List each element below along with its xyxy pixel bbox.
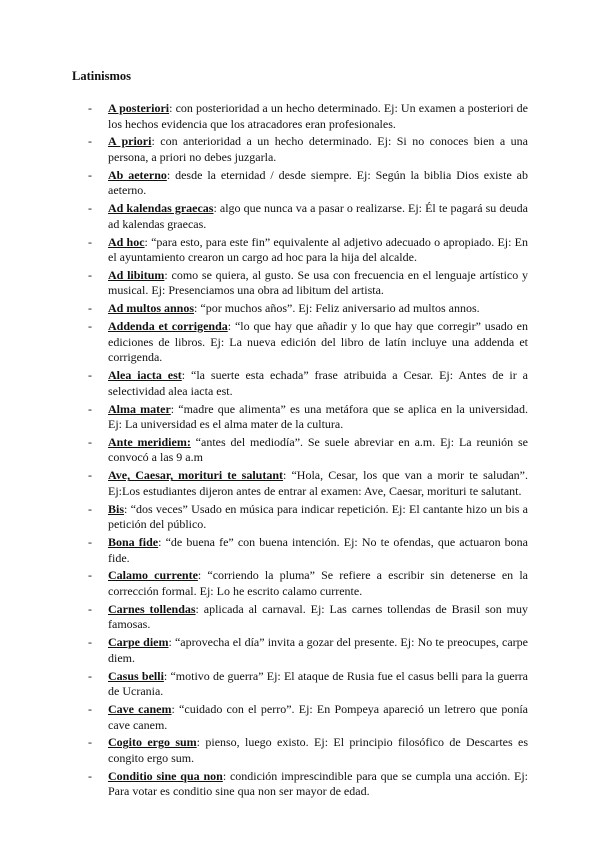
entry-definition: como se quiera, al gusto. Se usa con frecuencia en el lenguaje artístico y musical. Ej: Presenciamos una obra ad libitum del artista. (108, 267, 528, 298)
entry-term: Alea iacta est (108, 368, 182, 383)
entry-separator: : (151, 134, 155, 149)
entry-separator: : (163, 668, 168, 683)
list-item (88, 502, 528, 533)
bullet-dash: - (88, 434, 92, 449)
list-item (88, 602, 528, 633)
entry-separator: : (168, 635, 172, 650)
entry-term: Conditio sine qua non (108, 768, 223, 783)
bullet-dash: - (88, 501, 92, 516)
list-item (88, 669, 528, 700)
entry-definition: “antes del mediodía”. Se suele abreviar en a.m. Ej: La reunión se convocó a las 9 a.m (108, 434, 528, 465)
entry-definition: “aprovecha el día” invita a gozar del presente. Ej: No te preocupes, carpe diem. (108, 635, 528, 665)
entry-definition: “motivo de guerra” Ej: El ataque de Rusia fue el casus belli para la guerra de Ucrania. (108, 668, 529, 699)
list-item (88, 635, 528, 666)
bullet-dash: - (88, 267, 92, 282)
list-item (88, 435, 528, 466)
entry-term: Alma mater (108, 401, 171, 416)
entry-term: Ante meridiem: (108, 434, 191, 449)
entry-term: Ad hoc (108, 234, 145, 249)
list-item (88, 368, 528, 399)
entry-separator: : (283, 468, 287, 483)
entry-definition: con anterioridad a un hecho determinado. Ej: Si no conoces bien a una persona, a priori no debes juzgarla. (108, 134, 528, 164)
list-item (88, 201, 528, 232)
entry-separator: : (222, 768, 227, 783)
entry-separator: : (166, 167, 171, 182)
entry-term: Carnes tollendas (108, 601, 196, 616)
list-item (88, 402, 528, 433)
list-item (88, 301, 528, 317)
bullet-dash: - (88, 668, 92, 683)
list-item (88, 134, 528, 165)
entry-separator: : (227, 319, 232, 334)
bullet-dash: - (88, 735, 92, 750)
entry-term: Bis (108, 501, 125, 516)
entry-separator: : (144, 234, 148, 249)
entry-separator: : (169, 101, 173, 115)
entry-definition: “cuidado con el perro”. Ej: En Pompeya apareció un letrero que ponía cave canem. (108, 702, 528, 732)
entry-definition: con posterioridad a un hecho determinado. Ej: Un examen a posteriori de los hechos evidencia que los atracadores eran profesionales. (108, 101, 528, 131)
entry-definition: “la suerte esta echada” frase atribuida a Cesar. Ej: Antes de ir a selectividad alea iacta est. (108, 368, 528, 398)
bullet-dash: - (88, 768, 92, 783)
entry-term: Ad multos annos (108, 301, 195, 316)
entry-separator: : (158, 535, 162, 550)
entry-definition: “madre que alimenta” es una metáfora que se aplica en la universidad. Ej: La universidad es el alma mater de la cultura. (108, 401, 528, 432)
entry-term: Carpe diem (108, 635, 169, 650)
bullet-dash: - (88, 702, 92, 717)
list-item (88, 468, 528, 499)
entry-definition: aplicada al carnaval. Ej: Las carnes tollendas de Brasil son muy famosas. (108, 601, 528, 632)
bullet-dash: - (88, 468, 92, 483)
latinisms-list (88, 101, 528, 802)
bullet-dash: - (88, 535, 92, 550)
entry-definition: “para esto, para este fin” equivalente al adjetivo adecuado o apropiado. Ej: En el ayuntamiento crearon un cargo ad hoc para la hija del alcalde. (108, 234, 528, 265)
bullet-dash: - (88, 568, 92, 583)
entry-separator: : (124, 501, 128, 516)
list-item (88, 535, 528, 566)
entry-separator: : (196, 735, 201, 750)
bullet-dash: - (88, 368, 92, 383)
entry-term: Calamo currente (108, 568, 198, 583)
entry-separator: : (213, 201, 217, 216)
list-item (88, 702, 528, 733)
list-item (88, 168, 528, 199)
bullet-dash: - (88, 167, 92, 182)
bullet-dash: - (88, 134, 92, 149)
entry-term: Ad kalendas graecas (108, 201, 214, 216)
entry-separator: : (194, 301, 198, 316)
bullet-dash: - (88, 301, 92, 316)
bullet-dash: - (88, 319, 92, 334)
entry-separator: : (170, 401, 175, 416)
entry-term: Cogito ergo sum (108, 735, 197, 750)
entry-separator: : (181, 368, 186, 383)
bullet-dash: - (88, 401, 92, 416)
entry-term: Casus belli (108, 668, 164, 683)
list-item (88, 735, 528, 766)
list-item (88, 268, 528, 299)
entry-term: Cave canem (108, 702, 172, 717)
bullet-dash: - (88, 101, 92, 115)
entry-definition: algo que nunca va a pasar o realizarse. Ej: Él te pagará su deuda ad kalendas graecas. (108, 201, 528, 231)
entry-definition: condición imprescindible para que se cumpla una acción. Ej: Para votar es conditio sine qua non ser mayor de edad. (108, 768, 528, 799)
entry-definition: “lo que hay que añadir y lo que hay que corregir” usado en ediciones de libros. Ej: La nueva edición del libro de latín incluye una addenda et corrigenda. (108, 319, 528, 365)
entry-definition: “Hola, Cesar, los que van a morir te saludan”. Ej:Los estudiantes dijeron antes de entrar al examen: Ave, Caesar, morituri te salutant. (108, 468, 529, 498)
entry-definition: “por muchos años”. Ej: Feliz aniversario ad multos annos. (197, 301, 480, 316)
bullet-dash: - (88, 601, 92, 616)
list-item (88, 568, 528, 599)
document-title: Latinismos (72, 69, 132, 83)
list-item (88, 101, 528, 132)
entry-term: Ad libitum (108, 267, 165, 282)
bullet-dash: - (88, 234, 92, 249)
entry-definition: “de buena fe” con buena intención. Ej: No te ofendas, que actuaron bona fide. (108, 535, 528, 565)
entry-definition: “corriendo la pluma” Se refiere a escribir sin detenerse en la corrección formal. Ej: Lo he escrito calamo currente. (108, 568, 528, 598)
entry-term: Addenda et corrigenda (108, 319, 228, 334)
bullet-dash: - (88, 635, 92, 650)
entry-separator: : (164, 267, 168, 282)
entry-definition: pienso, luego existo. Ej: El principio filosófico de Descartes es congito ergo sum. (108, 735, 528, 765)
entry-definition: desde la eternidad / desde siempre. Ej: Según la biblia Dios existe ab aeterno. (108, 167, 528, 198)
entry-term: Bona fide (108, 535, 159, 550)
entry-term: Ave, Caesar, morituri te salutant (108, 468, 284, 483)
list-item (88, 319, 528, 366)
entry-separator: : (195, 601, 199, 616)
bullet-dash: - (88, 201, 92, 216)
entry-term: A posteriori (108, 101, 170, 115)
entry-separator: : (197, 568, 202, 583)
entry-separator: : (171, 702, 175, 717)
entry-term: A priori (108, 134, 152, 149)
entry-definition: “dos veces” Usado en música para indicar repetición. Ej: El cantante hizo un bis a petición del público. (108, 501, 528, 532)
list-item (88, 235, 528, 266)
list-item (88, 769, 528, 800)
entry-term: Ab aeterno (108, 167, 167, 182)
